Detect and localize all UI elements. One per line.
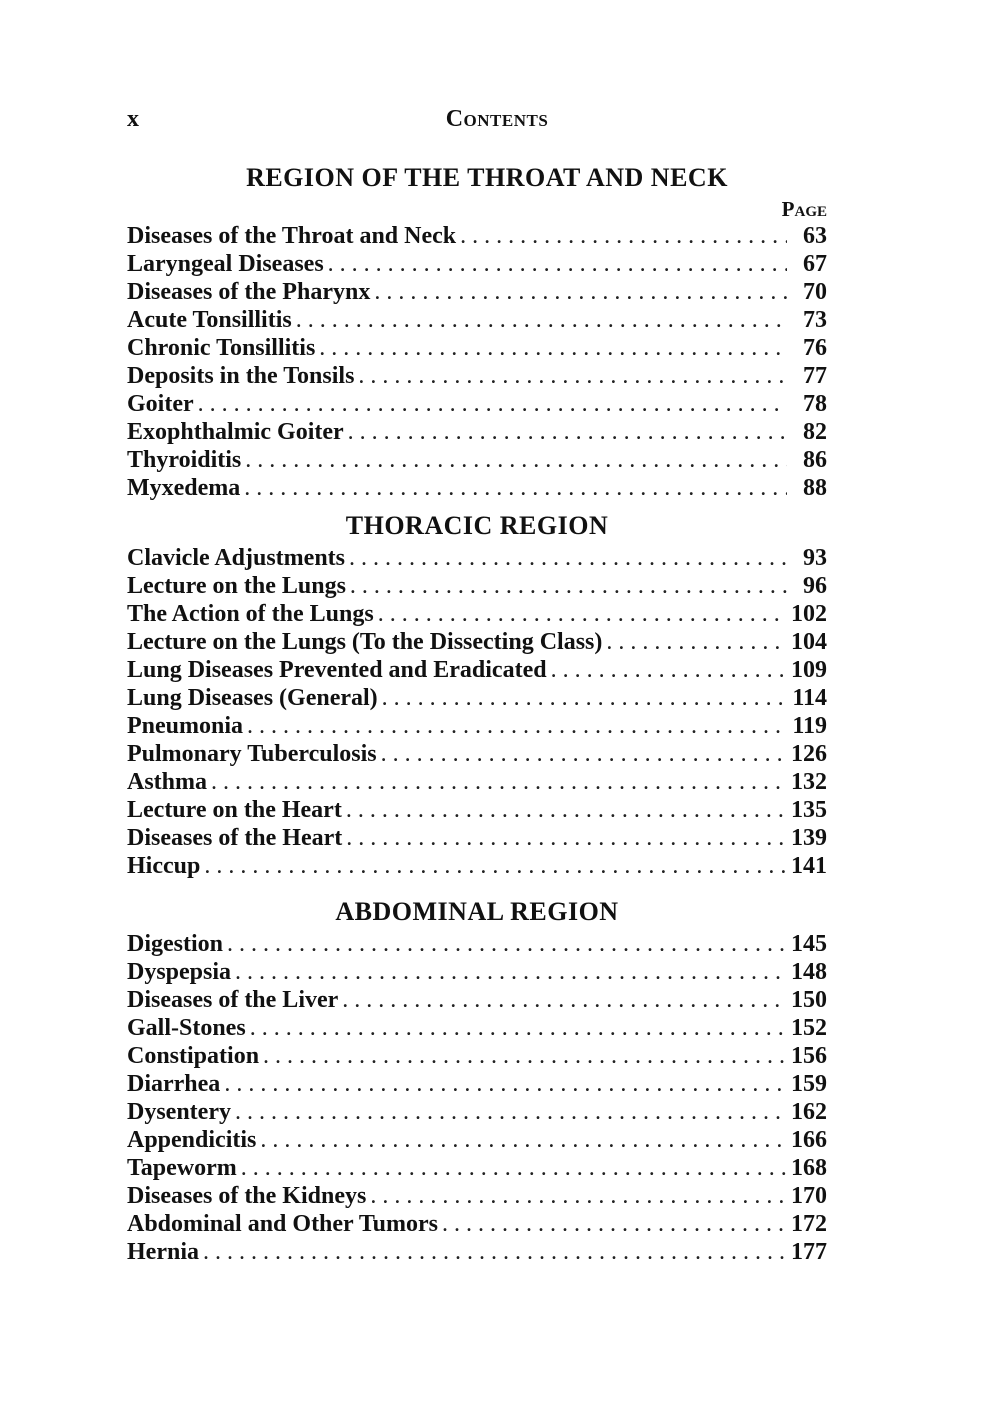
- dot-leader: [292, 306, 787, 334]
- dot-leader: [377, 740, 787, 768]
- running-head: [127, 106, 827, 138]
- toc-entry-title: Thyroiditis: [127, 447, 242, 473]
- toc-entry-title: Digestion: [127, 931, 223, 957]
- toc-entry: [127, 1182, 827, 1210]
- toc-entry-page-number: 145: [791, 931, 827, 957]
- toc-entry-list: [127, 930, 827, 1266]
- toc-entry-title: Appendicitis: [127, 1127, 257, 1153]
- dot-leader: [220, 1070, 787, 1098]
- dot-leader: [345, 544, 787, 572]
- toc-entry-title: Clavicle Adjustments: [127, 545, 345, 571]
- toc-entry: [127, 1098, 827, 1126]
- toc-entry: [127, 418, 827, 446]
- toc-section-throat-neck: [127, 160, 827, 502]
- toc-entry-page-number: 172: [791, 1211, 827, 1237]
- toc-entry-page-number: 177: [791, 1239, 827, 1265]
- toc-entry-title: Diseases of the Pharynx: [127, 279, 371, 305]
- page-folio: x: [127, 106, 139, 132]
- toc-entry-page-number: 78: [803, 391, 827, 417]
- toc-entry-title: Lecture on the Heart: [127, 797, 342, 823]
- dot-leader: [315, 334, 787, 362]
- toc-entry-title: Diarrhea: [127, 1071, 221, 1097]
- dot-leader: [346, 572, 787, 600]
- dot-leader: [374, 600, 787, 628]
- toc-entry: [127, 986, 827, 1014]
- toc-entry: [127, 1154, 827, 1182]
- toc-entry-title: Exophthalmic Goiter: [127, 419, 344, 445]
- toc-entry: [127, 390, 827, 418]
- dot-leader: [456, 222, 787, 250]
- toc-entry: [127, 768, 827, 796]
- dot-leader: [243, 712, 787, 740]
- dot-leader: [200, 852, 787, 880]
- toc-entry-page-number: 152: [791, 1015, 827, 1041]
- dot-leader: [438, 1210, 787, 1238]
- toc-entry-page-number: 109: [791, 657, 827, 683]
- toc-entry: [127, 796, 827, 824]
- toc-entry-page-number: 162: [791, 1099, 827, 1125]
- toc-entry: [127, 740, 827, 768]
- toc-entry-title: Lung Diseases (General): [127, 685, 378, 711]
- toc-entry-list: [127, 222, 827, 502]
- toc-entry: [127, 1210, 827, 1238]
- dot-leader: [547, 656, 787, 684]
- toc-entry-title: Pneumonia: [127, 713, 244, 739]
- toc-entry: [127, 306, 827, 334]
- toc-entry: [127, 446, 827, 474]
- dot-leader: [338, 986, 787, 1014]
- toc-entry-page-number: 168: [791, 1155, 827, 1181]
- toc-entry: [127, 334, 827, 362]
- toc-entry: [127, 1014, 827, 1042]
- toc-entry: [127, 824, 827, 852]
- toc-entry-page-number: 93: [803, 545, 827, 571]
- dot-leader: [342, 796, 787, 824]
- toc-entry-page-number: 70: [803, 279, 827, 305]
- toc-entry: [127, 572, 827, 600]
- toc-entry-title: The Action of the Lungs: [127, 601, 374, 627]
- toc-entry: [127, 1238, 827, 1266]
- toc-entry-page-number: 150: [791, 987, 827, 1013]
- toc-entry-title: Acute Tonsillitis: [127, 307, 292, 333]
- toc-entry: [127, 930, 827, 958]
- toc-entry-title: Asthma: [127, 769, 208, 795]
- toc-entry-page-number: 86: [803, 447, 827, 473]
- toc-entry-page-number: 88: [803, 475, 827, 501]
- dot-leader: [370, 278, 787, 306]
- toc-entry-title: Lecture on the Lungs (To the Dissecting Class): [127, 629, 603, 655]
- toc-entry: [127, 628, 827, 656]
- toc-entry-page-number: 126: [791, 741, 827, 767]
- toc-entry-title: Lung Diseases Prevented and Eradicated: [127, 657, 547, 683]
- toc-entry-title: Constipation: [127, 1043, 260, 1069]
- toc-entry-page-number: 102: [791, 601, 827, 627]
- toc-entry-page-number: 82: [803, 419, 827, 445]
- toc-entry-title: Deposits in the Tonsils: [127, 363, 355, 389]
- toc-entry-page-number: 119: [792, 713, 827, 739]
- toc-entry: [127, 222, 827, 250]
- toc-entry: [127, 852, 827, 880]
- toc-entry-page-number: 67: [803, 251, 827, 277]
- toc-entry-page-number: 73: [803, 307, 827, 333]
- dot-leader: [256, 1126, 787, 1154]
- toc-entry: [127, 958, 827, 986]
- toc-section-abdominal: [127, 894, 827, 1266]
- toc-entry-title: Hernia: [127, 1239, 199, 1265]
- toc-entry-page-number: 141: [791, 853, 827, 879]
- dot-leader: [366, 1182, 787, 1210]
- toc-entry-page-number: 63: [803, 223, 827, 249]
- toc-entry: [127, 684, 827, 712]
- dot-leader: [231, 958, 787, 986]
- toc-entry-page-number: 135: [791, 797, 827, 823]
- toc-entry: [127, 656, 827, 684]
- toc-entry-title: Pulmonary Tuberculosis: [127, 741, 377, 767]
- toc-entry: [127, 278, 827, 306]
- toc-entry-page-number: 132: [791, 769, 827, 795]
- dot-leader: [237, 1154, 787, 1182]
- toc-entry-title: Diseases of the Heart: [127, 825, 343, 851]
- toc-entry-title: Abdominal and Other Tumors: [127, 1211, 438, 1237]
- dot-leader: [207, 768, 787, 796]
- toc-entry: [127, 600, 827, 628]
- toc-entry-title: Lecture on the Lungs: [127, 573, 346, 599]
- toc-section-thoracic: [127, 508, 827, 880]
- toc-entry: [127, 1070, 827, 1098]
- toc-entry-title: Gall-Stones: [127, 1015, 246, 1041]
- toc-entry-page-number: 139: [791, 825, 827, 851]
- dot-leader: [342, 824, 787, 852]
- running-title: Contents: [445, 106, 549, 132]
- toc-entry-title: Diseases of the Kidneys: [127, 1183, 367, 1209]
- toc-entry-page-number: 96: [803, 573, 827, 599]
- toc-entry: [127, 362, 827, 390]
- page-column-label: Page: [781, 197, 827, 221]
- dot-leader: [259, 1042, 787, 1070]
- toc-entry-title: Dyspepsia: [127, 959, 232, 985]
- toc-entry: [127, 250, 827, 278]
- toc-entry-page-number: 104: [791, 629, 827, 655]
- toc-entry-title: Laryngeal Diseases: [127, 251, 324, 277]
- section-heading: ABDOMINAL REGION: [335, 897, 619, 926]
- dot-leader: [194, 390, 787, 418]
- toc-entry-page-number: 114: [792, 685, 827, 711]
- toc-entry-title: Chronic Tonsillitis: [127, 335, 316, 361]
- dot-leader: [199, 1238, 787, 1266]
- toc-entry-list: [127, 544, 827, 880]
- toc-entry-page-number: 166: [791, 1127, 827, 1153]
- dot-leader: [354, 362, 787, 390]
- toc-entry-title: Myxedema: [127, 475, 241, 501]
- toc-entry-page-number: 76: [803, 335, 827, 361]
- toc-entry-title: Diseases of the Throat and Neck: [127, 223, 457, 249]
- dot-leader: [241, 446, 787, 474]
- table-of-contents: [127, 160, 827, 1266]
- toc-entry: [127, 712, 827, 740]
- toc-entry-page-number: 156: [791, 1043, 827, 1069]
- toc-entry-page-number: 77: [803, 363, 827, 389]
- toc-entry-page-number: 159: [791, 1071, 827, 1097]
- toc-entry: [127, 1126, 827, 1154]
- section-heading: REGION OF THE THROAT AND NECK: [246, 163, 728, 192]
- dot-leader: [344, 418, 787, 446]
- toc-entry-page-number: 170: [791, 1183, 827, 1209]
- dot-leader: [378, 684, 787, 712]
- toc-entry: [127, 474, 827, 502]
- toc-entry-title: Diseases of the Liver: [127, 987, 339, 1013]
- toc-entry-title: Hiccup: [127, 853, 201, 879]
- dot-leader: [602, 628, 787, 656]
- toc-entry-page-number: 148: [791, 959, 827, 985]
- dot-leader: [240, 474, 787, 502]
- dot-leader: [223, 930, 787, 958]
- section-heading: THORACIC REGION: [345, 511, 609, 540]
- toc-entry-title: Dysentery: [127, 1099, 231, 1125]
- dot-leader: [324, 250, 787, 278]
- toc-entry: [127, 544, 827, 572]
- dot-leader: [231, 1098, 787, 1126]
- toc-entry-title: Goiter: [127, 391, 194, 417]
- toc-entry: [127, 1042, 827, 1070]
- dot-leader: [246, 1014, 787, 1042]
- toc-entry-title: Tapeworm: [127, 1155, 237, 1181]
